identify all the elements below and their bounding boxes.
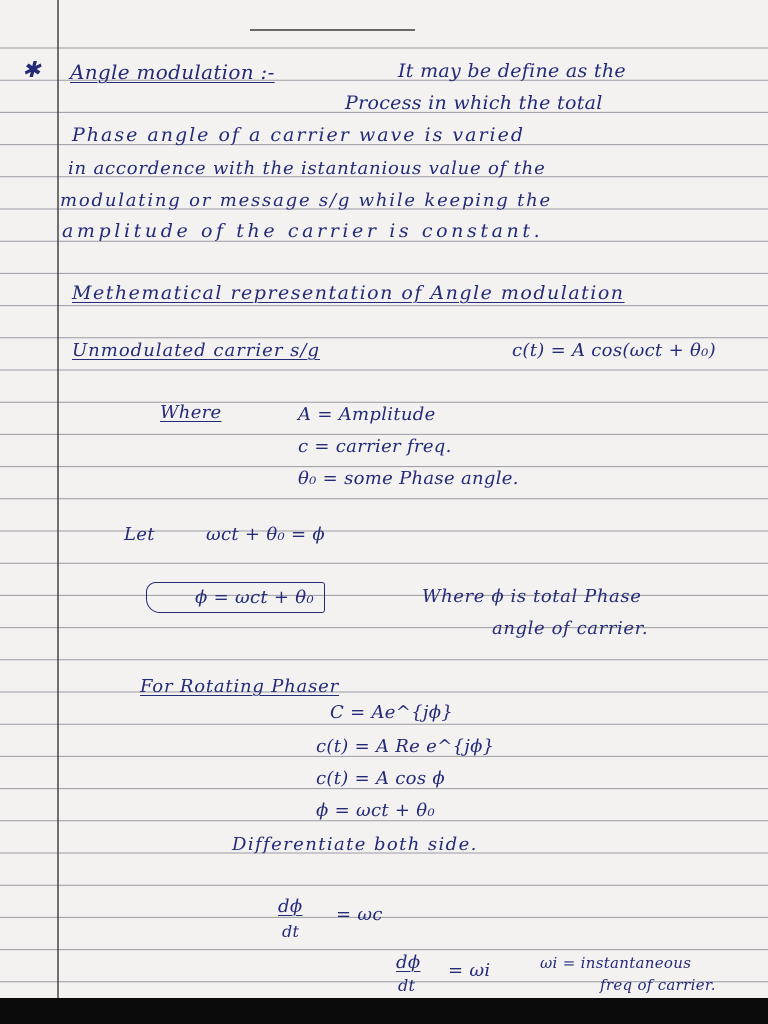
scan-border	[0, 998, 768, 1024]
equation: ωct + θ₀ = ϕ	[206, 524, 325, 545]
side-note: freq of carrier.	[600, 976, 716, 994]
definition: A = Amplitude	[298, 404, 436, 425]
text-line: Where ϕ is total Phase	[422, 586, 642, 607]
text-line: It may be define as the	[398, 60, 626, 82]
text-line: Differentiate both side.	[232, 834, 478, 855]
bullet-mark: ✱	[22, 58, 41, 83]
text-line: in accordence with the istantanious value of the	[68, 158, 546, 179]
equation: C = Ae^{jϕ}	[330, 702, 454, 723]
equation: c(t) = A cos(ωct + θ₀)	[512, 340, 716, 361]
derivative-numerator: dϕ	[396, 952, 421, 973]
definition: c = carrier freq.	[298, 436, 452, 457]
boxed-equation: ϕ = ωct + θ₀	[146, 582, 325, 613]
equation: c(t) = A cos ϕ	[316, 768, 445, 789]
equation: ϕ = ωct + θ₀	[316, 800, 435, 821]
side-note: ωi = instantaneous	[540, 954, 692, 972]
derivative-denominator: dt	[282, 922, 300, 941]
equation: = ωc	[336, 904, 383, 925]
equation: = ωi	[448, 960, 491, 981]
text-line: Unmodulated carrier s/g	[72, 340, 320, 361]
equation: c(t) = A Re e^{jϕ}	[316, 736, 495, 757]
label-let: Let	[124, 524, 155, 545]
derivative-numerator: dϕ	[278, 896, 303, 917]
derivative-denominator: dt	[398, 976, 416, 995]
heading-rotating-phaser: For Rotating Phaser	[140, 676, 339, 697]
text-line: angle of carrier.	[492, 618, 649, 639]
text-line: Process in which the total	[345, 92, 603, 114]
text-line: amplitude of the carrier is constant.	[62, 220, 544, 242]
label-where: Where	[160, 402, 222, 423]
heading-math-representation: Methematical representation of Angle modulation	[72, 282, 625, 304]
heading-angle-modulation: Angle modulation :-	[70, 60, 275, 84]
text-line: modulating or message s/g while keeping the	[60, 190, 552, 211]
definition: θ₀ = some Phase angle.	[298, 468, 519, 489]
text-line: Phase angle of a carrier wave is varied	[72, 124, 526, 146]
